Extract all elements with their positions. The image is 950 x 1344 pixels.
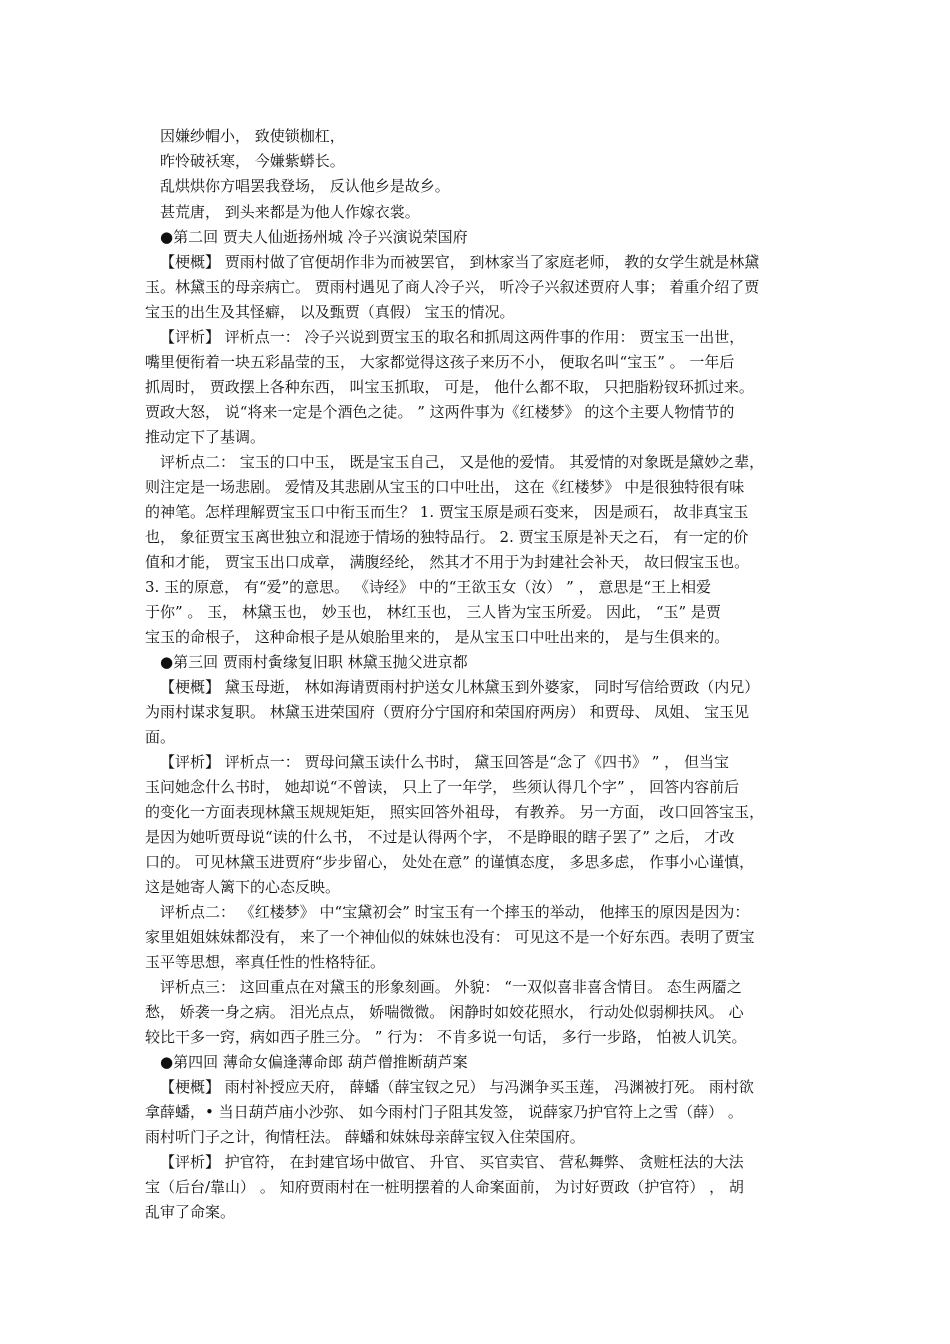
text-line: 宝玉的出生及其怪癖， 以及甄贾（真假） 宝玉的情况。 (145, 303, 515, 321)
text-line: 愁， 娇袭一身之病。 泪光点点， 娇喘微微。 闲静时如姣花照水， 行动处似弱柳扶风。 心 (145, 1003, 744, 1021)
text-line: 也， 象征贾宝玉离世独立和混迹于情场的独特品行。 2. 贾宝玉原是补天之石， 有一定的价 (145, 528, 749, 546)
text-line: 值和才能， 贾宝玉出口成章， 满腹经纶， 然其才不用于为封建社会补天， 故曰假宝玉也。 (145, 553, 750, 571)
text-line: 是因为她听贾母说“读的什么书， 不过是认得两个字， 不是睁眼的瞎子罢了” 之后， 才改 (145, 828, 735, 846)
text-line: 雨村听门子之计，徇情枉法。 薛蟠和妹妹母亲薛宝钗入住荣国府。 (145, 1128, 585, 1146)
text-line: 这是她寄人篱下的心态反映。 (145, 878, 341, 896)
text-line: 于你” 。 玉， 林黛玉也， 妙玉也， 林红玉也， 三人皆为宝玉所爱。 因此， “玉” 是贾 (145, 603, 721, 621)
text-line: 【评析】 评析点一： 贾母问黛玉读什么书时， 黛玉回答是“念了《四书》 ” ， 但当宝 (160, 753, 729, 771)
poem-line: 甚荒唐， 到头来都是为他人作嫁衣裳。 (160, 203, 420, 221)
text-line: 乱审了命案。 (145, 1203, 236, 1221)
text-line: 嘴里便衔着一块五彩晶莹的玉， 大家都觉得这孩子来历不小， 便取名叫“宝玉” 。 一年后 (145, 353, 735, 371)
text-line: 玉。林黛玉的母亲病亡。 贾雨村遇见了商人冷子兴， 听冷子兴叙述贾府人事； 着重介绍了贾 (145, 278, 760, 296)
poem-line: 乱烘烘你方唱罢我登场， 反认他乡是故乡。 (160, 177, 450, 195)
text-line: 推动定下了基调。 (145, 428, 266, 446)
text-line: 抓周时， 贾政摆上各种东西， 叫宝玉抓取， 可是， 他什么都不取， 只把脂粉钗环抓过来。 (145, 378, 754, 396)
text-line: 【梗概】 雨村补授应天府， 薛蟠（薛宝钗之兄） 与冯渊争买玉莲， 冯渊被打死。 雨村欲 (160, 1078, 754, 1096)
chapter-heading: ●第二回 贾夫人仙逝扬州城 冷子兴演说荣国府 (160, 228, 468, 246)
text-line: 评析点二： 宝玉的口中玉， 既是宝玉自己， 又是他的爱情。 其爱情的对象既是黛妙之辈， (160, 453, 765, 471)
chapter-heading: ●第四回 薄命女偏逢薄命郎 葫芦僧推断葫芦案 (160, 1053, 468, 1071)
text-line: 【梗概】 黛玉母逝， 林如海请贾雨村护送女儿林黛玉到外婆家， 同时写信给贾政（内兄） (160, 678, 760, 696)
poem-line: 因嫌纱帽小， 致使锁枷杠， (160, 127, 345, 145)
text-line: 【梗概】 贾雨村做了官便胡作非为而被罢官， 到林家当了家庭老师， 教的女学生就是林黛 (160, 253, 760, 271)
text-line: 3. 玉的原意， 有“爱”的意思。 《诗经》 中的“王欲玉女（汝） ” ， 意思是“王上相爱 (145, 578, 712, 596)
text-line: 玉问她念什么书时， 她却说“不曾读， 只上了一年学， 些须认得几个字” ， 回答内容前后 (145, 778, 740, 796)
text-line: 玉平等思想，率真任性的性格特征。 (145, 953, 386, 971)
text-line: 贾政大怒， 说“将来一定是个酒色之徒。 ” 这两件事为《红楼梦》 的这个主要人物情节的 (145, 403, 735, 421)
text-line: 评析点二： 《红楼梦》 中“宝黛初会” 时宝玉有一个摔玉的举动， 他摔玉的原因是因为： (160, 903, 750, 921)
text-line: 【评析】 评析点一： 冷子兴说到贾宝玉的取名和抓周这两件事的作用： 贾宝玉一出世， (160, 328, 745, 346)
text-line: 口的。 可见林黛玉进贾府“步步留心， 处处在意” 的谨慎态度， 多思多虑， 作事小心谨慎， (145, 853, 755, 871)
text-line: 宝玉的命根子， 这种命根子是从娘胎里来的， 是从宝玉口中吐出来的， 是与生俱来的。 (145, 628, 730, 646)
text-line: 较比干多一窍，病如西子胜三分。 ” 行为： 不肯多说一句话， 多行一步路， 怕被人讥笑。 (145, 1028, 747, 1046)
chapter-heading: ●第三回 贾雨村夤缘复旧职 林黛玉抛父进京都 (160, 653, 468, 671)
text-line: 拿薛蟠，• 当日葫芦庙小沙弥、 如今雨村门子阻其发签， 说薛家乃护官符上之雪（薛） 。 (145, 1103, 743, 1121)
text-line: 评析点三： 这回重点在对黛玉的形象刻画。 外貌： “一双似喜非喜含情目。 态生两靥之 (160, 978, 742, 996)
text-line: 家里姐姐妹妹都没有， 来了一个神仙似的妹妹也没有： 可见这不是一个好东西。表明了贾宝 (145, 928, 755, 946)
poem-line: 昨怜破袄寒， 今嫌紫蟒长。 (160, 152, 345, 170)
text-line: 宝（后台/靠山） 。 知府贾雨村在一桩明摆着的人命案面前， 为讨好贾政（护官符） ， 胡 (145, 1178, 744, 1196)
text-line: 为雨村谋求复职。 林黛玉进荣国府（贾府分宁国府和荣国府两房） 和贾母、 凤姐、 宝玉见 (145, 703, 750, 721)
text-line: 的神笔。怎样理解贾宝玉口中衔玉而生？ 1. 贾宝玉原是顽石变来， 因是顽石， 故非真宝玉 (145, 503, 749, 521)
text-line: 【评析】 护官符， 在封建官场中做官、 升官、 买官卖官、 营私舞弊、 贪赃枉法的大法 (160, 1153, 744, 1171)
text-line: 面。 (145, 728, 176, 746)
text-line: 的变化一方面表现林黛玉规规矩矩， 照实回答外祖母， 有教养。 另一方面， 改口回答宝玉， (145, 803, 765, 821)
text-line: 则注定是一场悲剧。 爱情及其悲剧从宝玉的口中吐出， 这在《红楼梦》 中是很独特很有味 (145, 478, 745, 496)
